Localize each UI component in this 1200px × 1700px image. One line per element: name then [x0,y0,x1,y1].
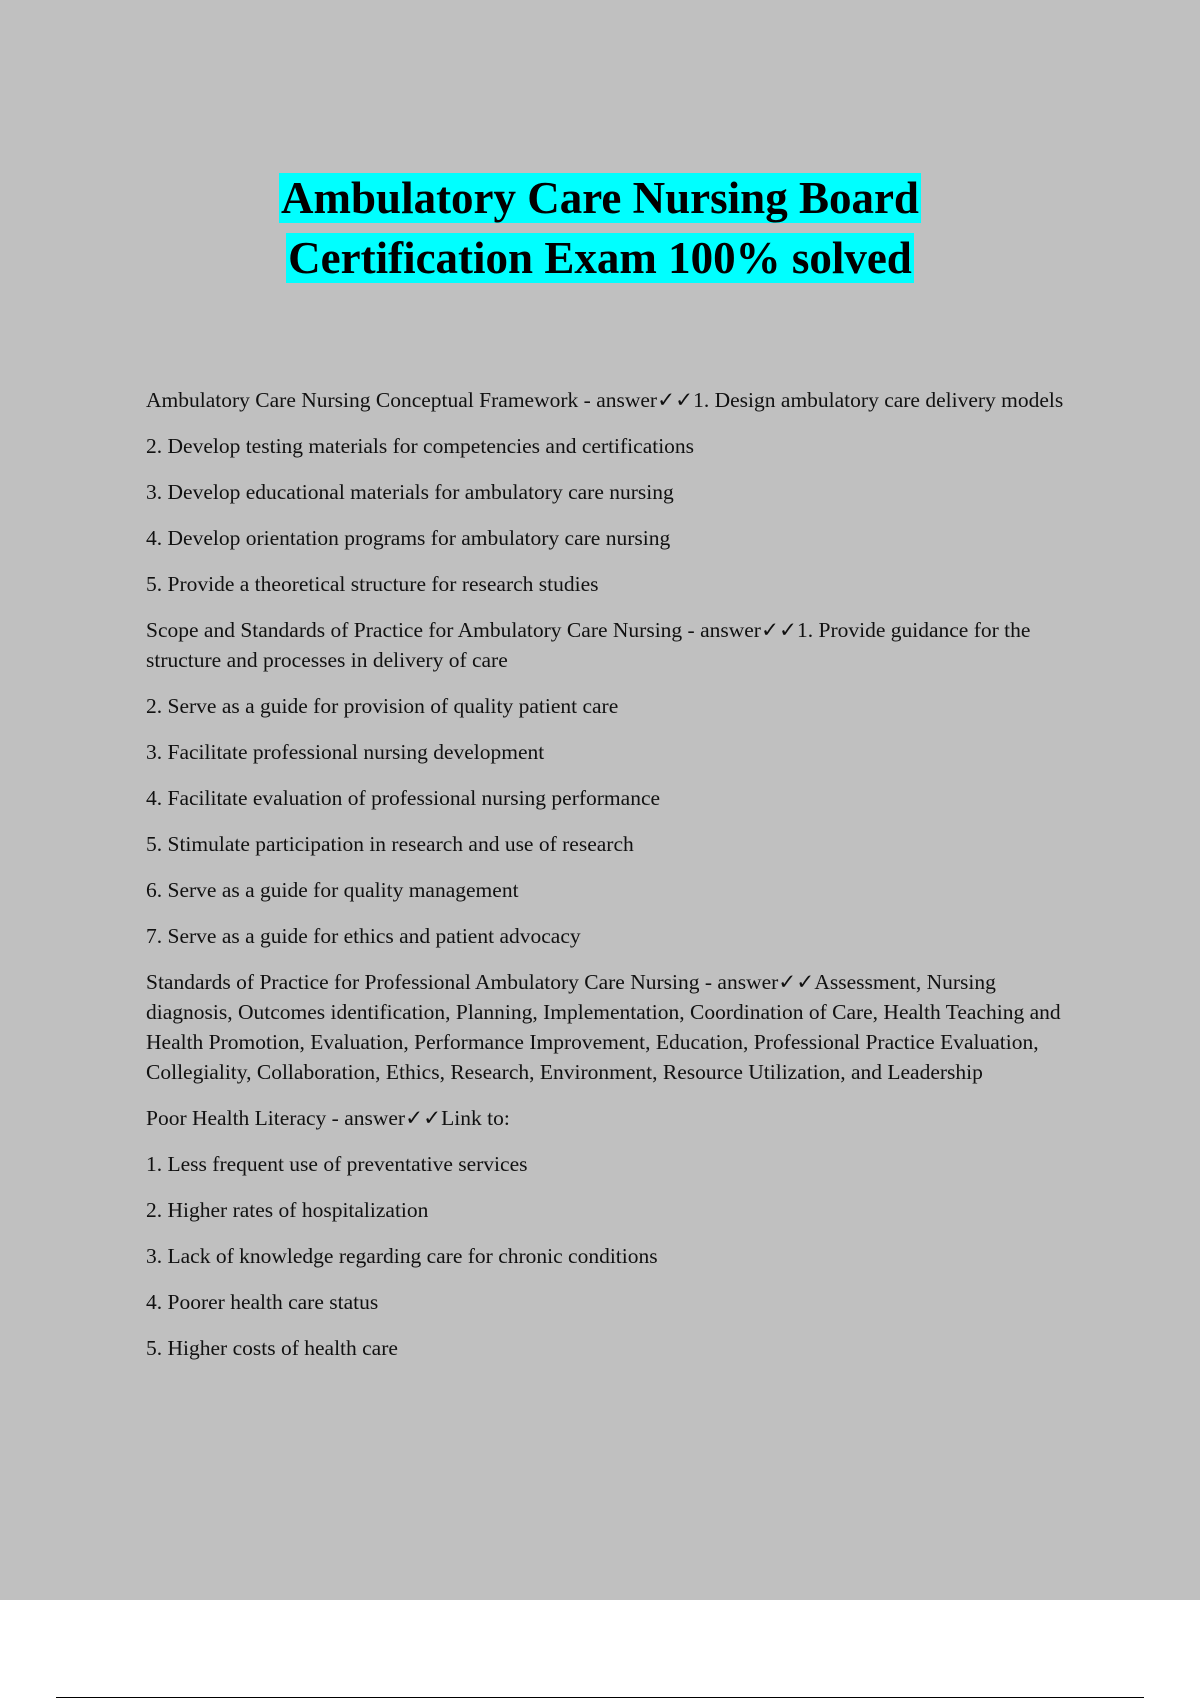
paragraph: 5. Higher costs of health care [146,1336,398,1360]
paragraph: 7. Serve as a guide for ethics and patient advocacy [146,924,581,948]
paragraph: Scope and Standards of Practice for Ambulatory Care Nursing - answer✓✓1. Provide guidance for the structure and processes in delivery of care [146,618,1031,672]
paragraph: 1. Less frequent use of preventative services [146,1152,528,1176]
paragraph: 2. Develop testing materials for competencies and certifications [146,434,695,458]
paragraph: 5. Stimulate participation in research and use of research [146,832,634,856]
paragraph: 6. Serve as a guide for quality management [146,878,519,902]
paragraph: 4. Poorer health care status [146,1290,379,1314]
paragraph: Standards of Practice for Professional Ambulatory Care Nursing - answer✓✓Assessment, Nursing diagnosis, Outcomes identification, Planning, Implementation, Coordination of Care, Health Teaching and Health Promotion, Evaluation, Performance Improvement, Education, Professional Practice Evaluation, Collegiality, Collaboration, Ethics, Research, Environment, Resource Utilization, and Leadership [146,970,1061,1084]
paragraph: 3. Develop educational materials for ambulatory care nursing [146,480,674,504]
footer-divider [56,1697,1144,1698]
paragraph: 4. Develop orientation programs for ambulatory care nursing [146,526,671,550]
paragraph: 2. Serve as a guide for provision of quality patient care [146,694,619,718]
paragraph: 5. Provide a theoretical structure for research studies [146,572,599,596]
paragraph: Poor Health Literacy - answer✓✓Link to: [146,1106,510,1130]
paragraph: 3. Lack of knowledge regarding care for chronic conditions [146,1244,658,1268]
title-line-2: Certification Exam 100% solved [288,233,912,283]
paragraph: 3. Facilitate professional nursing development [146,740,545,764]
title-line-1: Ambulatory Care Nursing Board [281,173,919,223]
paragraph: 4. Facilitate evaluation of professional nursing performance [146,786,661,810]
document-body [146,385,1086,1379]
paragraph: 2. Higher rates of hospitalization [146,1198,429,1222]
paragraph: Ambulatory Care Nursing Conceptual Framework - answer✓✓1. Design ambulatory care delivery models [146,388,1064,412]
page-title [0,168,1200,288]
